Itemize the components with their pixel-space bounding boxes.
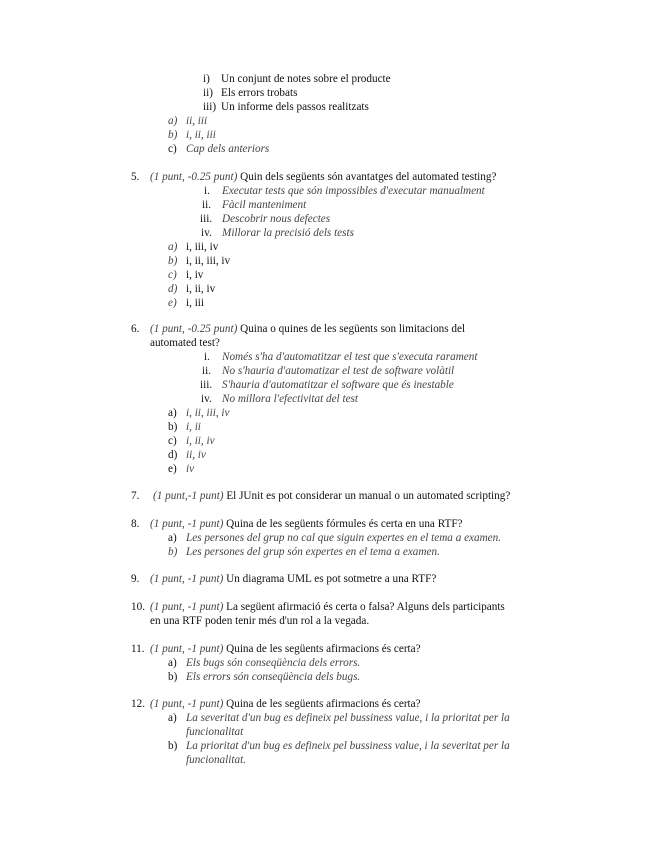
exam-page: i) Un conjunt de notes sobre el producte ii) Els errors trobats iii) Un informe dels passos realitzats a) ii, iii b) i, ii, iii c) Cap dels anteriors 5. (1 punt, -0.25 punt) Quin dels següents són avantatges del automated testing? i. Executar tests que són impossibles d'executar manualment ii. Fàcil manteniment iii. Descobrir nous defectes iv. Millorar la precisió dels tests a) i, iii, iv b) i, ii, iii, iv c) i, iv d) i, ii, iv e) i, iii 6. (1 punt, -0.25 punt) Quina o quines de les següents son limitacions del automated test? i. Només s'ha d'automatitzar el test que s'executa rarament ii. No s'hauria d'automatizar el test de software volàtil iii. S'hauria d'automatitzar el software que és inestable iv. No millora l'efectivitat del test a) i, ii, iii, iv b) i, ii c) i, ii, iv d) ii, iv e) iv 7. (1 punt,-1 punt) El JUnit es pot considerar un manual o un automated scripting? 8. (1 punt, -1 punt) Quina de les següents fórmules és certa en una RTF? a) Les persones del grup no cal que siguin expertes en el tema a examen. b) Les persones del grup són expertes en el tema a examen. 9. (1 punt, -1 punt) Un diagrama UML es pot sotmetre a una RTF? 10. (1 punt, -1 punt) La següent afirmació és certa o falsa? Alguns dels participants en una RTF poden tenir més d'un rol a la vegada. 11. (1 punt, -1 punt) Quina de les següents afirmacions és certa? a) Els bugs són conseqüència dels errors. b) Els errors són conseqüència dels bugs. 12. (1 punt, -1 punt) Quina de les següents afirmacions és certa? a) La severitat d'un bug es defineix pel bussiness value, i la prioritat per la funcionalitat b) La prioritat d'un bug es defineix pel bussiness value, i la severitat per la funcionalitat.	[131, 73, 511, 766]
